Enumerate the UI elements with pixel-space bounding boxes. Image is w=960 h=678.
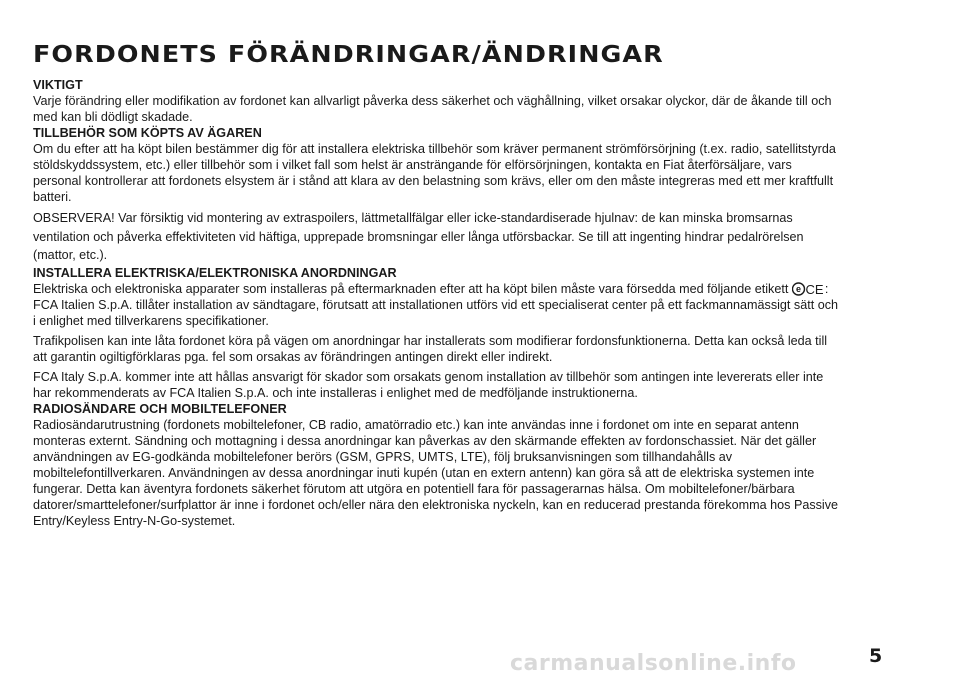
section-heading: TILLBEHÖR SOM KÖPTS AV ÄGAREN xyxy=(33,126,262,140)
paragraph: OBSERVERA! Var försiktig vid montering av extraspoilers, lättmetallfälgar eller icke-standardiserade hjulnav: de kan minska bromsarnas ventilation och påverka effektiviteten vid häftiga, upprepade bromsningar eller långa utförsbackar. Se till att ingenting hindrar pedalrörelsen (mattor, etc.). xyxy=(33,211,804,262)
section-electrical-devices xyxy=(33,265,843,401)
paragraph-text: Elektriska och elektroniska apparater som installeras på eftermarknaden efter att ha köpt bilen måste vara försedda med följande etikett xyxy=(33,281,792,296)
page-title: FORDONETS FÖRÄNDRINGAR/ÄNDRINGAR xyxy=(33,40,664,68)
section-heading: RADIOSÄNDARE OCH MOBILTELEFONER xyxy=(33,401,287,416)
watermark: carmanualsonline.info xyxy=(510,651,797,676)
paragraph: FCA Italy S.p.A. kommer inte att hållas ansvarigt för skador som orsakats genom installation av tillbehör som antingen inte levererats eller inte har rekommenderats av FCA Italien S.p.A. och inte installeras i enlighet med de medföljande instruktionerna. xyxy=(33,369,824,400)
document-page xyxy=(33,40,843,533)
paragraph: Radiosändarutrustning (fordonets mobiltelefoner, CB radio, amatörradio etc.) kan inte användas inne i fordonet om inte en separat antenn monteras externt. Sändning och mottagning i dessa anordningar kan påverkas av den skärmande effekten av fordonschassiet. När det gäller användningen av EG-godkända mobiltelefoner berörs (GSM, GPRS, UMTS, LTE), följ bruksanvisningen som tillhandahålls av mobiltelefontillverkaren. Användningen av dessa anordningar inuti kupén (utan en extern antenn) kan göra så att de elektriska systemen inte fungerar. Detta kan äventyra fordonets säkerhet förutom att utgöra en potentiell fara för passagerarnas hälsa. Om mobiltelefoner/bärbara datorer/smarttelefoner/surfplattor är inne i fordonet och/eller nära den elektroniska nyckeln, kan en reducerad prestanda förekomma hos Passive Entry/Keyless Entry-N-Go-systemet. xyxy=(33,417,839,528)
section-heading: INSTALLERA ELEKTRISKA/ELEKTRONISKA ANORDNINGAR xyxy=(33,265,397,280)
paragraph: Trafikpolisen kan inte låta fordonet köra på vägen om anordningar har installerats som modifierar fordonsfunktionerna. Detta kan också leda till att garantin ogiltigförklaras pga. fel som orsakas av förändringen antingen direkt eller indirekt. xyxy=(33,333,828,364)
paragraph-text: : FCA Italien S.p.A. tillåter installation av sändtagare, förutsatt att installationen utförs vid ett specialiserat center på ett fackmannamässigt sätt och i enlighet med tillverkarens specifikationer. xyxy=(33,281,839,328)
paragraph: Varje förändring eller modifikation av fordonet kan allvarligt påverka dess säkerhet och väghållning, vilket orsakar olyckor, där de åkande till och med kan bli dödligt skadade. xyxy=(33,94,832,124)
section-radio-transmitters xyxy=(33,401,843,529)
e-mark-ce-label-icon xyxy=(792,282,825,296)
section-heading: VIKTIGT xyxy=(33,78,83,92)
paragraph xyxy=(33,281,843,329)
svg-text:CE: CE xyxy=(805,281,824,296)
page-number: 5 xyxy=(869,645,883,667)
section-important xyxy=(33,77,843,125)
paragraph: Om du efter att ha köpt bilen bestämmer dig för att installera elektriska tillbehör som kräver permanent strömförsörjning (t.ex. radio, satellitstyrda stöldskyddssystem, etc.) eller tillbehör som i vilket fall som helst är ansträngande för elförsörjningen, kontakta en Fiat återförsäljare, vars personal kontrollerar att fordonets elsystem är i stånd att klara av den belastning som krävs, eller om den måste integreras med ett mer kraftfullt batteri. xyxy=(33,142,836,204)
svg-text:e: e xyxy=(795,283,801,294)
section-owner-accessories xyxy=(33,125,843,265)
